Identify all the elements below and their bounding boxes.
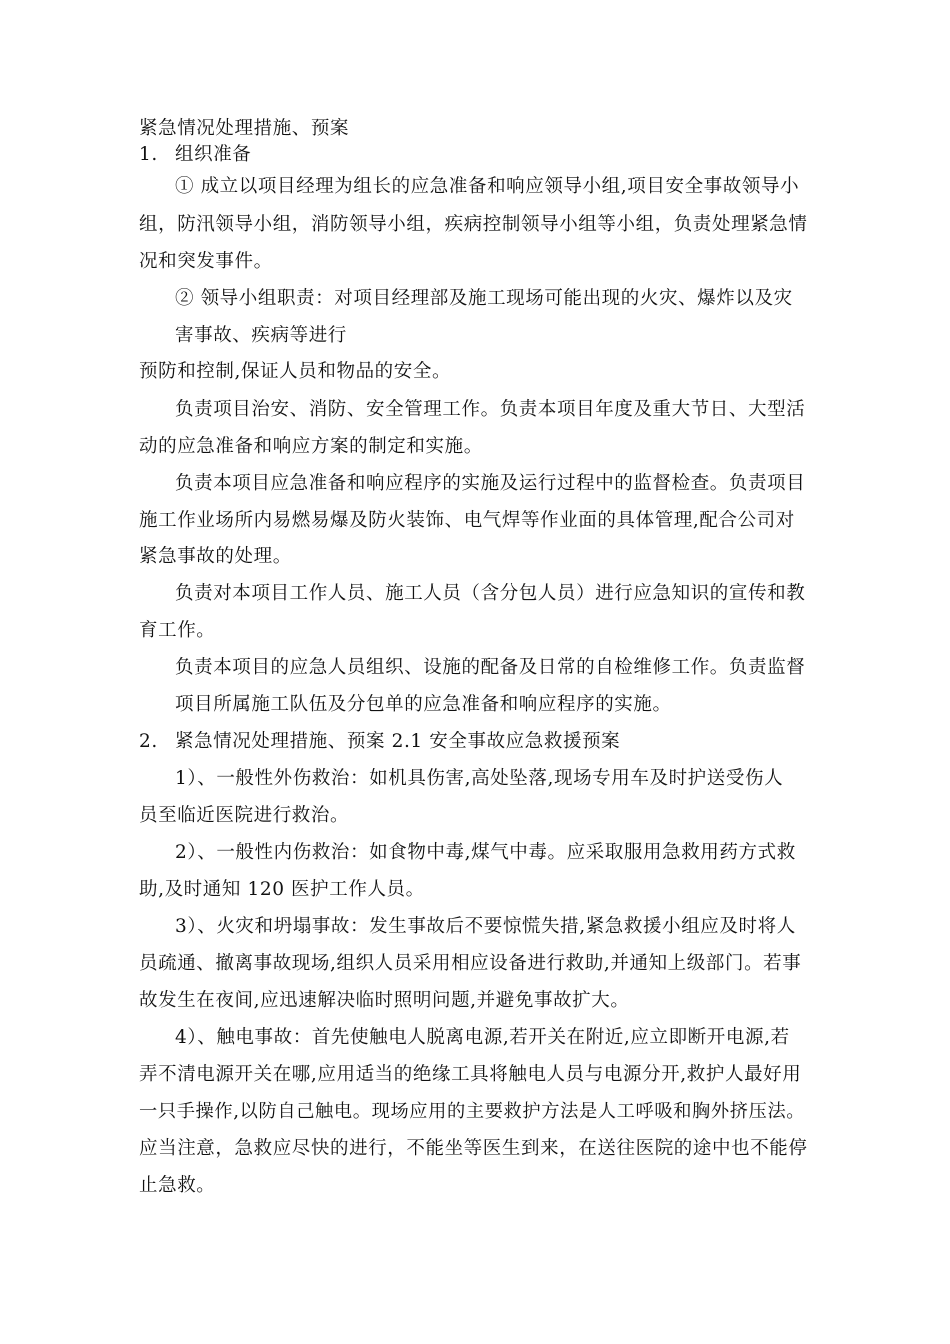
section-1-heading (139, 144, 251, 166)
section-1-heading-text: 组织准备 (175, 144, 252, 165)
section-2-number: 2. (139, 731, 158, 752)
text-line: 1）、一般性外伤救治：如机具伤害,高处坠落,现场专用车及时护送受伤人 (175, 768, 784, 789)
text-line: 组，防汛领导小组，消防领导小组，疾病控制领导小组等小组，负责处理紧急情 (139, 214, 808, 235)
text-line: 员至临近医院进行救治。 (139, 805, 350, 826)
text-line: 2）、一般性内伤救治：如食物中毒,煤气中毒。应采取服用急救用药方式救 (175, 842, 796, 863)
text-line: 动的应急准备和响应方案的制定和实施。 (139, 436, 483, 457)
text-line: 止急救。 (139, 1175, 216, 1196)
text-line: ① 成立以项目经理为组长的应急准备和响应领导小组,项目安全事故领导小 (175, 176, 800, 197)
section-1-number: 1. (139, 144, 158, 165)
text-line: 4）、触电事故：首先使触电人脱离电源,若开关在附近,应立即断开电源,若 (175, 1027, 790, 1048)
text-line: 3）、火灾和坍塌事故：发生事故后不要惊慌失措,紧急救援小组应及时将人 (175, 916, 796, 937)
text-line: 害事故、疾病等进行 (175, 325, 347, 346)
text-line: 施工作业场所内易燃易爆及防火装饰、电气焊等作业面的具体管理,配合公司对 (139, 510, 795, 531)
text-line: 项目所属施工队伍及分包单的应急准备和响应程序的实施。 (175, 694, 672, 715)
text-line: 助,及时通知 120 医护工作人员。 (139, 879, 425, 900)
text-line: ② 领导小组职责：对项目经理部及施工现场可能出现的火灾、爆炸以及灾 (175, 288, 793, 309)
text-line: 应当注意，急救应尽快的进行，不能坐等医生到来，在送往医院的途中也不能停 (139, 1138, 808, 1159)
text-line: 故发生在夜间,应迅速解决临时照明问题,并避免事故扩大。 (139, 990, 630, 1011)
text-line: 育工作。 (139, 620, 216, 641)
section-2-heading (139, 731, 620, 753)
section-2-heading-text: 紧急情况处理措施、预案 2.1 安全事故应急救援预案 (175, 731, 621, 752)
text-line: 一只手操作,以防自己触电。现场应用的主要救护方法是人工呼吸和胸外挤压法。 (139, 1101, 806, 1122)
text-line: 负责本项目的应急人员组织、设施的配备及日常的自检维修工作。负责监督 (175, 657, 806, 678)
text-line: 紧急事故的处理。 (139, 546, 292, 567)
text-line: 弄不清电源开关在哪,应用适当的绝缘工具将触电人员与电源分开,救护人最好用 (139, 1064, 802, 1085)
text-line: 况和突发事件。 (139, 251, 273, 272)
document-title: 紧急情况处理措施、预案 (139, 118, 350, 139)
text-line: 预防和控制,保证人员和物品的安全。 (139, 361, 452, 382)
text-line: 负责项目治安、消防、安全管理工作。负责本项目年度及重大节日、大型活 (175, 399, 806, 420)
text-line: 员疏通、撤离事故现场,组织人员采用相应设备进行救助,并通知上级部门。若事 (139, 953, 802, 974)
text-line: 负责对本项目工作人员、施工人员（含分包人员）进行应急知识的宣传和教 (175, 583, 806, 604)
text-line: 负责本项目应急准备和响应程序的实施及运行过程中的监督检查。负责项目 (175, 473, 806, 494)
